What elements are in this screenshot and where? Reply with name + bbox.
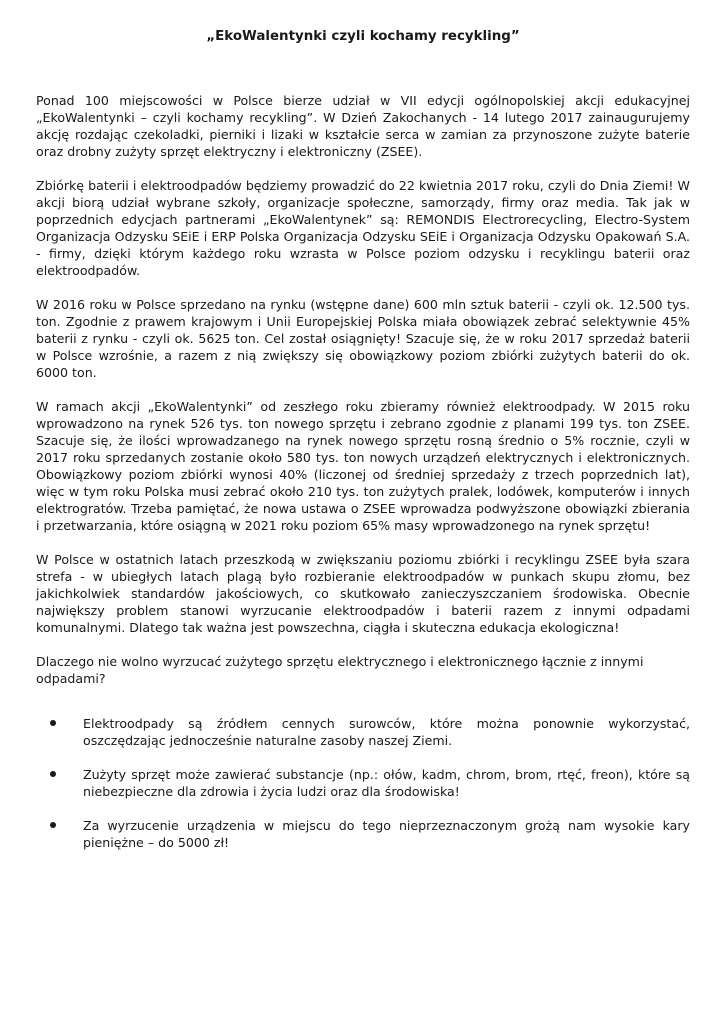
paragraph-intro: Ponad 100 miejscowości w Polsce bierze udział w VII edycji ogólnopolskiej akcji edukacyjnej „EkoWalentynki – czyli kochamy recykling”. W Dzień Zakochanych - 14 lutego 2017 zainaugurujemy akcję rozdając czekoladki, pierniki i lizaki w kształcie serca w zamian za przynoszone zużyte baterie oraz drobny zużyty sprzęt elektryczny i elektroniczny (ZSEE). [36,93,690,159]
list-item-text: Za wyrzucenie urządzenia w miejscu do tego nieprzeznaczonym grożą nam wysokie kary pieniężne – do 5000 zł! [83,818,690,850]
bullet-icon [50,822,56,828]
document-title: „EkoWalentynki czyli kochamy recykling” [206,29,520,44]
paragraph-batteries: W 2016 roku w Polsce sprzedano na rynku (wstępne dane) 600 mln sztuk baterii - czyli ok. 12.500 tys. ton. Zgodnie z prawem krajowym i Unii Europejskiej Polska miała obowiązek zebrać selektywnie 45% baterii z rynku - czyli ok. 5625 ton. Cel został osiągnięty! Szacuje się, że w roku 2017 sprzedaż baterii w Polsce wzrośnie, a razem z nią zwiększy się obowiązkowy poziom zbiórki zużytych baterii do ok. 6000 ton. [36,297,690,380]
list-item-text: Zużyty sprzęt może zawierać substancje (np.: ołów, kadm, chrom, brom, rtęć, freon), które są niebezpieczne dla zdrowia i życia ludzi oraz dla środowiska! [83,767,690,799]
reasons-list [36,715,690,851]
bullet-icon [50,771,56,777]
list-item [36,766,690,800]
paragraph-grey-zone: W Polsce w ostatnich latach przeszkodą w zwiększaniu poziomu zbiórki i recyklingu ZSEE była szara strefa - w ubiegłych latach plagą było rozbieranie elektroodpadów w punkach skupu złomu, bez jakichkolwiek standardów jakościowych, co skutkowało zanieczyszczaniem środowiska. Obecnie największy problem stanowi wyrzucanie elektroodpadów i baterii razem z innymi odpadami komunalnymi. Dlatego tak ważna jest powszechna, ciągła i skuteczna edukacja ekologiczna! [36,552,690,635]
bullet-icon [50,720,56,726]
paragraph-collection: Zbiórkę baterii i elektroodpadów będziemy prowadzić do 22 kwietnia 2017 roku, czyli do Dnia Ziemi! W akcji biorą udział wybrane szkoły, organizacje społeczne, samorządy, firmy oraz media. Tak jak w poprzednich edycjach partnerami „EkoWalentynek” są: REMONDIS Electrorecycling, Electro-System Organizacja Odzysku SEiE i ERP Polska Organizacja Odzysku SEiE i Organizacja Odzysku Opakowań S.A. - firmy, dzięki którym każdego roku wzrasta w Polsce poziom odzysku i recyklingu baterii oraz elektroodpadów. [36,178,690,278]
list-item [36,817,690,851]
paragraph-electrowaste: W ramach akcji „EkoWalentynki” od zeszłego roku zbieramy również elektroodpady. W 2015 roku wprowadzono na rynek 526 tys. ton nowego sprzętu i zebrano zgodnie z planami 199 tys. ton ZSEE. Szacuje się, że ilości wprowadzanego na rynek nowego sprzętu rosną średnio o 5% rocznie, czyli w 2017 roku sprzedanych zostanie około 580 tys. ton nowych urządzeń elektrycznych i elektronicznych. Obowiązkowy poziom zbiórki wynosi 40% (liczonej od średniej sprzedaży z trzech poprzednich lat), więc w tym roku Polska musi zebrać około 210 tys. ton zużytych pralek, lodówek, komputerów i innych elektrogratów. Trzeba pamiętać, że nowa ustawa o ZSEE wprowadza podwyższone obowiązki zbierania i przetwarzania, które osiągną w 2021 roku poziom 65% masy wprowadzonego na rynek sprzętu! [36,399,690,533]
list-item-text: Elektroodpady są źródłem cennych surowców, które można ponownie wykorzystać, oszczędzając jednocześnie naturalne zasoby naszej Ziemi. [83,716,690,748]
list-item [36,715,690,749]
document-page [36,28,690,868]
question-heading: Dlaczego nie wolno wyrzucać zużytego sprzętu elektrycznego i elektronicznego łącznie z innymi odpadami? [36,654,644,686]
